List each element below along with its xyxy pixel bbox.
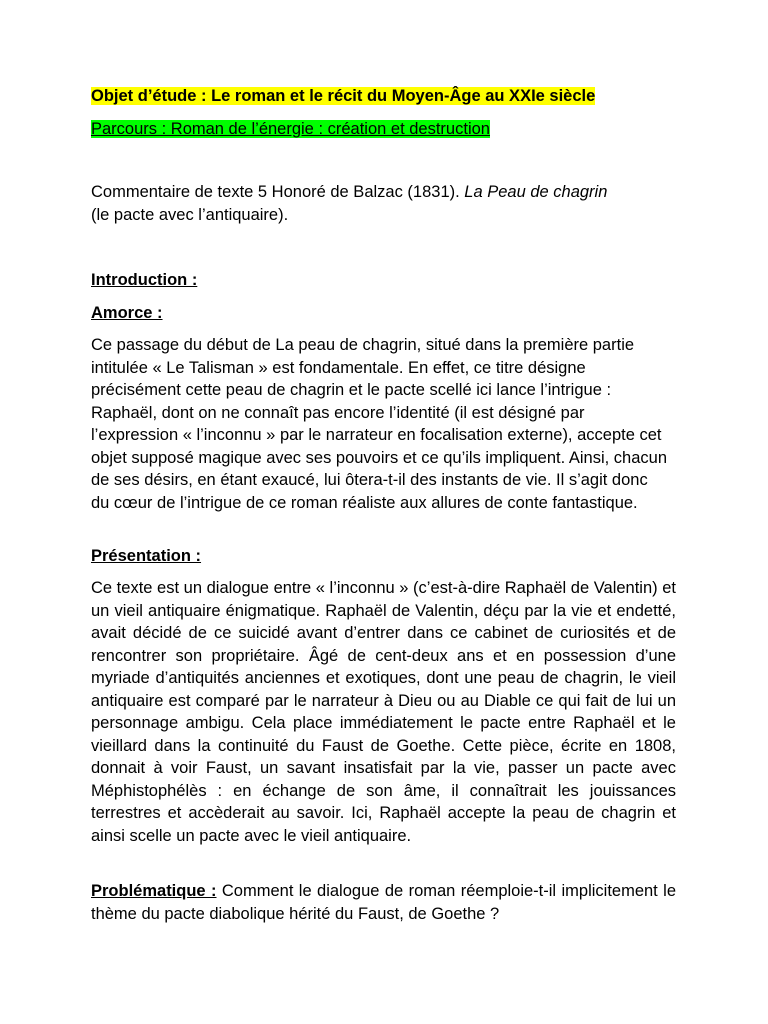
presentation-text: Ce texte est un dialogue entre « l’inconnu » (c’est-à-dire Raphaël de Valentin) et un vieil antiquaire énigmatique. Raphaël de Valentin, déçu par la vie et endetté, avait décidé de ce suicidé avant d’entrer dans ce cabinet de curiosités et de rencontrer son propriétaire. Âgé de cent-deux ans et en possession d’une myriade d’antiquités anciennes et exotiques, dont une peau de chagrin, le vieil antiquaire est comparé par le narrateur à Dieu ou au Diable ce qui fait de lui un personnage ambigu. Cela place immédiatement le pacte entre Raphaël et le vieillard dans la continuité du Faust de Goethe. Cette pièce, écrite en 1808, donnait à voir Faust, un savant insatisfait par la vie, passer un pacte avec Méphistophélès : en échange de son âme, il connaîtrait les jouissances terrestres et accèderait au savoir. Ici, Raphaël accepte la peau de chagrin et ainsi scelle un pacte avec le vieil antiquaire. xyxy=(91,579,676,845)
commentaire-suffix: (le pacte avec l’antiquaire). xyxy=(91,205,289,224)
amorce-heading: Amorce : xyxy=(91,304,163,322)
commentaire-work-title: La Peau de chagrin xyxy=(464,183,608,201)
parcours-title: Parcours : Roman de l’énergie : création et destruction xyxy=(91,120,490,138)
presentation-paragraph xyxy=(91,577,676,847)
parcours-line xyxy=(91,118,676,141)
amorce-text: Ce passage du début de La peau de chagrin, situé dans la première partie intitulée « Le Talisman » est fondamentale. En effet, ce titre désigne précisément cette peau de chagrin et le pacte scellé ici lance l’intrigue : Raphaël, dont on ne connaît pas encore l’identité (il est désigné par l’expression « l’inconnu » par le narrateur en focalisation externe), accepte cet objet supposé magique avec ses pouvoirs et ce qu’ils impliquent. Ainsi, chacun de ses désirs, en étant exaucé, lui ôtera-t-il des instants de vie. Il s’agit donc du cœur de l’intrigue de ce roman réaliste aux allures de conte fantastique. xyxy=(91,336,668,512)
presentation-heading: Présentation : xyxy=(91,547,202,565)
objet-etude-title: Objet d’étude : Le roman et le récit du Moyen-Âge au XXIe siècle xyxy=(91,87,596,105)
problematique-paragraph xyxy=(91,880,676,925)
commentaire-prefix: Commentaire de texte 5 Honoré de Balzac (1831). xyxy=(91,183,465,201)
presentation-heading-line xyxy=(91,545,676,568)
amorce-paragraph xyxy=(91,334,669,514)
amorce-heading-line xyxy=(91,302,676,325)
introduction-heading-line xyxy=(91,269,676,292)
problematique-heading: Problématique : xyxy=(91,882,217,900)
objet-line xyxy=(91,85,676,108)
commentaire-paragraph xyxy=(91,181,676,226)
introduction-heading: Introduction : xyxy=(91,271,198,289)
problematique-text: Comment le dialogue de roman réemploie-t-il implicitement le thème du pacte diabolique hérité du Faust, de Goethe ? xyxy=(91,882,676,923)
